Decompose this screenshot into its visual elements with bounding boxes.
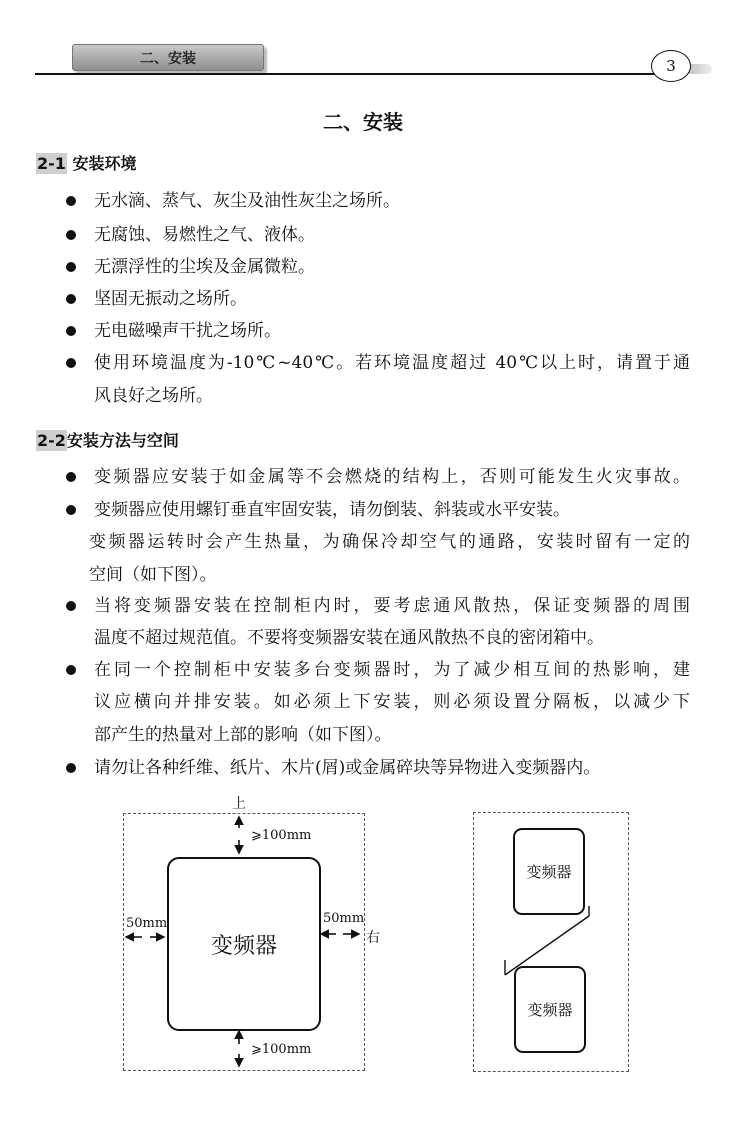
left-clearance-label: 50mm — [126, 916, 168, 931]
section-number: 2-2 — [37, 431, 66, 450]
upper-vfd-device — [513, 828, 585, 915]
right-clearance-label: 50mm — [323, 911, 365, 926]
list-item: 变频器应安装于如金属等不会燃烧的结构上，否则可能发生火灾事故。 — [94, 467, 690, 487]
vfd-device-label: 变频器 — [210, 933, 277, 959]
list-item: 使用环境温度为-10℃~40℃。若环境温度超过 40℃以上时，请置于通 — [94, 353, 690, 373]
list-item: 无水滴、蒸气、灰尘及油性灰尘之场所。 — [94, 191, 400, 211]
list-item: 坚固无振动之场所。 — [94, 289, 247, 309]
bottom-clearance-label: ⩾100mm — [251, 1042, 312, 1057]
list-item: 变频器应使用螺钉垂直牢固安装，请勿倒装、斜装或水平安装。 — [94, 500, 570, 520]
list-item-continuation: 部产生的热量对上部的影响（如下图）。 — [94, 725, 392, 745]
lower-vfd-device — [514, 966, 586, 1053]
list-item: 无电磁噪声干扰之场所。 — [94, 321, 281, 341]
list-item: 无漂浮性的尘埃及金属微粒。 — [94, 257, 315, 277]
page-number: 3 — [666, 57, 676, 75]
list-item: 无腐蚀、易燃性之气、液体。 — [94, 225, 315, 245]
list-item-continuation: 风良好之场所。 — [94, 386, 213, 406]
paragraph-line: 变频器运转时会产生热量，为确保冷却空气的通路，安装时留有一定的 — [89, 532, 690, 552]
section-number: 2-1 — [37, 154, 66, 173]
paragraph-line: 空间（如下图）。 — [89, 565, 217, 585]
list-item: 请勿让各种纤维、纸片、木片(屑)或金属碎块等异物进入变频器内。 — [94, 758, 601, 778]
lower-vfd-label: 变频器 — [527, 1001, 573, 1019]
list-item: 当将变频器安装在控制柜内时，要考虑通风散热，保证变频器的周围 — [94, 596, 690, 616]
header-tab-label: 二、安装 — [140, 50, 196, 67]
list-item-continuation: 温度不超过规范值。不要将变频器安装在通风散热不良的密闭箱中。 — [94, 628, 604, 648]
section-title: 安装方法与空间 — [66, 431, 179, 450]
upper-vfd-label: 变频器 — [526, 863, 572, 881]
page-title: 二、安装 — [323, 110, 403, 134]
right-direction-label: 右 — [366, 930, 380, 946]
section-title: 安装环境 — [72, 154, 137, 173]
list-item-continuation: 议应横向并排安装。如必须上下安装，则必须设置分隔板，以减少下 — [94, 692, 690, 712]
list-item: 在同一个控制柜中安装多台变频器时，为了减少相互间的热影响，建 — [94, 660, 690, 680]
top-clearance-label: ⩾100mm — [251, 828, 312, 843]
top-direction-label: 上 — [232, 796, 246, 812]
